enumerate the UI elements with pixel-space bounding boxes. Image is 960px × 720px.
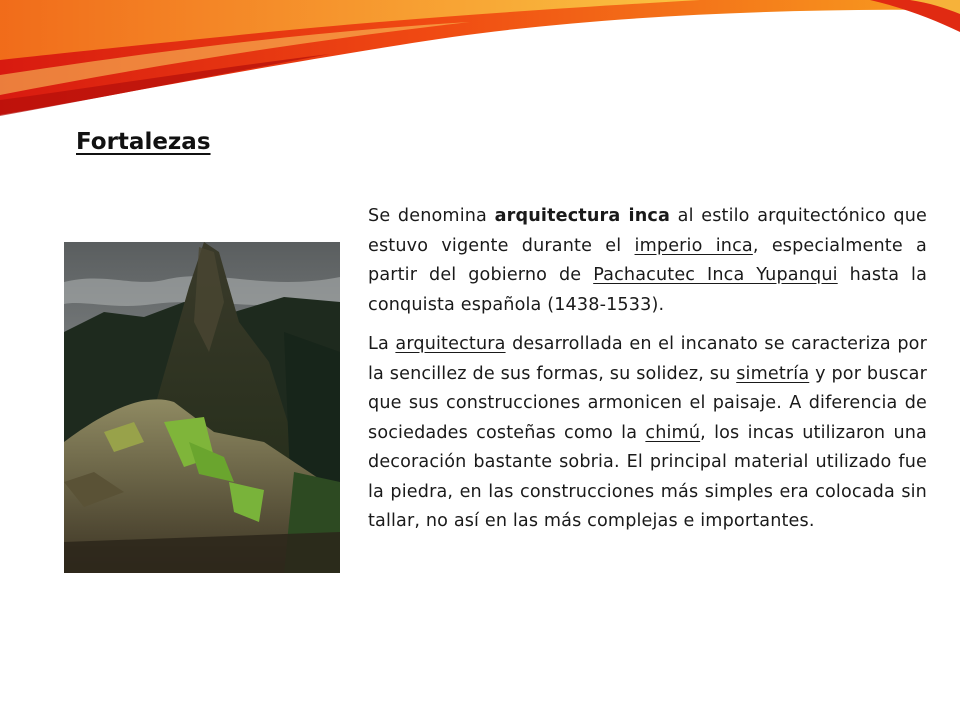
link-pachacutec[interactable]: Pachacutec Inca Yupanqui xyxy=(593,265,838,285)
bold-term: arquitectura inca xyxy=(494,206,671,226)
text-run: , los incas utilizaron una decoración bastante sobria. El principal material utilizado fue la piedra, en las construcciones más simples era colocada sin tallar, no así en las más complejas e importantes. xyxy=(368,422,927,531)
decorative-flame-banner xyxy=(0,0,960,130)
paragraph-description xyxy=(368,330,927,537)
paragraph-intro xyxy=(368,202,927,320)
text-run: al estilo arquitectónico que estuvo vigente durante el xyxy=(368,206,927,256)
link-simetria[interactable]: simetría xyxy=(736,363,810,384)
text-run: La xyxy=(368,334,396,354)
link-arquitectura[interactable]: arquitectura xyxy=(395,334,506,354)
machu-picchu-image xyxy=(64,242,340,573)
text-run: y por buscar que sus construcciones armonicen el paisaje. A diferencia de sociedades costeñas como la xyxy=(368,363,927,443)
link-imperio-inca[interactable]: imperio inca xyxy=(634,235,753,256)
text-run: , especialmente a partir del gobierno de xyxy=(368,235,927,285)
text-run: desarrollada en el incanato se caracteriza por la sencillez de sus formas, su solidez, su xyxy=(368,334,927,384)
text-run: Se denomina xyxy=(368,206,495,226)
slide-title: Fortalezas xyxy=(76,129,211,155)
body-text xyxy=(368,202,927,547)
text-run: hasta la conquista española (1438-1533). xyxy=(368,265,928,315)
link-chimu[interactable]: chimú xyxy=(645,422,701,443)
